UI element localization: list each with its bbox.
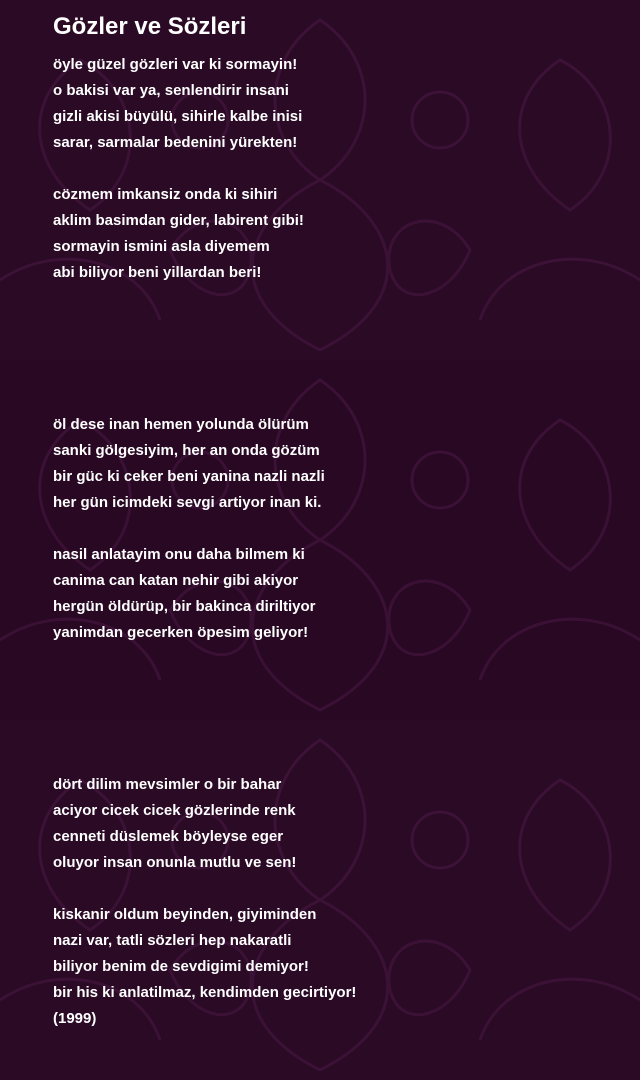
poem-line: her gün icimdeki sevgi artiyor inan ki.	[53, 494, 322, 511]
poem-line: cenneti düslemek böyleyse eger	[53, 828, 284, 845]
poem-line: oluyor insan onunla mutlu ve sen!	[53, 854, 297, 871]
poem-title: Gözler ve Sözleri	[53, 13, 247, 40]
poem-line: cözmem imkansiz onda ki sihiri	[53, 186, 278, 203]
stanza	[53, 52, 302, 156]
poem-line: sanki gölgesiyim, her an onda gözüm	[53, 442, 320, 459]
poem-date: (1999)	[53, 1010, 97, 1027]
poem-line: sormayin ismini asla diyemem	[53, 238, 270, 255]
poem-line: hergün öldürüp, bir bakinca diriltiyor	[53, 598, 316, 615]
poem-line: nazi var, tatli sözleri hep nakaratli	[53, 932, 292, 949]
poem-line: o bakisi var ya, senlendirir insani	[53, 82, 289, 99]
poem-line: canima can katan nehir gibi akiyor	[53, 572, 299, 589]
poem-line: sarar, sarmalar bedenini yürekten!	[53, 134, 298, 151]
poem-line: biliyor benim de sevdigimi demiyor!	[53, 958, 309, 975]
stanza	[53, 412, 325, 516]
poem-line: bir güc ki ceker beni yanina nazli nazli	[53, 468, 325, 485]
stanza	[53, 772, 296, 876]
poem-line: yanimdan gecerken öpesim geliyor!	[53, 624, 309, 641]
poem-line: öl dese inan hemen yolunda ölürüm	[53, 416, 309, 433]
poem-line: aklim basimdan gider, labirent gibi!	[53, 212, 304, 229]
poem-line: öyle güzel gözleri var ki sormayin!	[53, 56, 298, 73]
poem-line: gizli akisi büyülü, sihirle kalbe inisi	[53, 108, 303, 125]
poem-line: abi biliyor beni yillardan beri!	[53, 264, 262, 281]
poem-line: kiskanir oldum beyinden, giyiminden	[53, 906, 317, 923]
stanza	[53, 902, 356, 1032]
stanza	[53, 182, 304, 286]
stanza	[53, 542, 316, 646]
poem-line: nasil anlatayim onu daha bilmem ki	[53, 546, 305, 563]
poem-line: aciyor cicek cicek gözlerinde renk	[53, 802, 296, 819]
poem-line: bir his ki anlatilmaz, kendimden gecirtiyor!	[53, 984, 357, 1001]
poem-line: dört dilim mevsimler o bir bahar	[53, 776, 282, 793]
